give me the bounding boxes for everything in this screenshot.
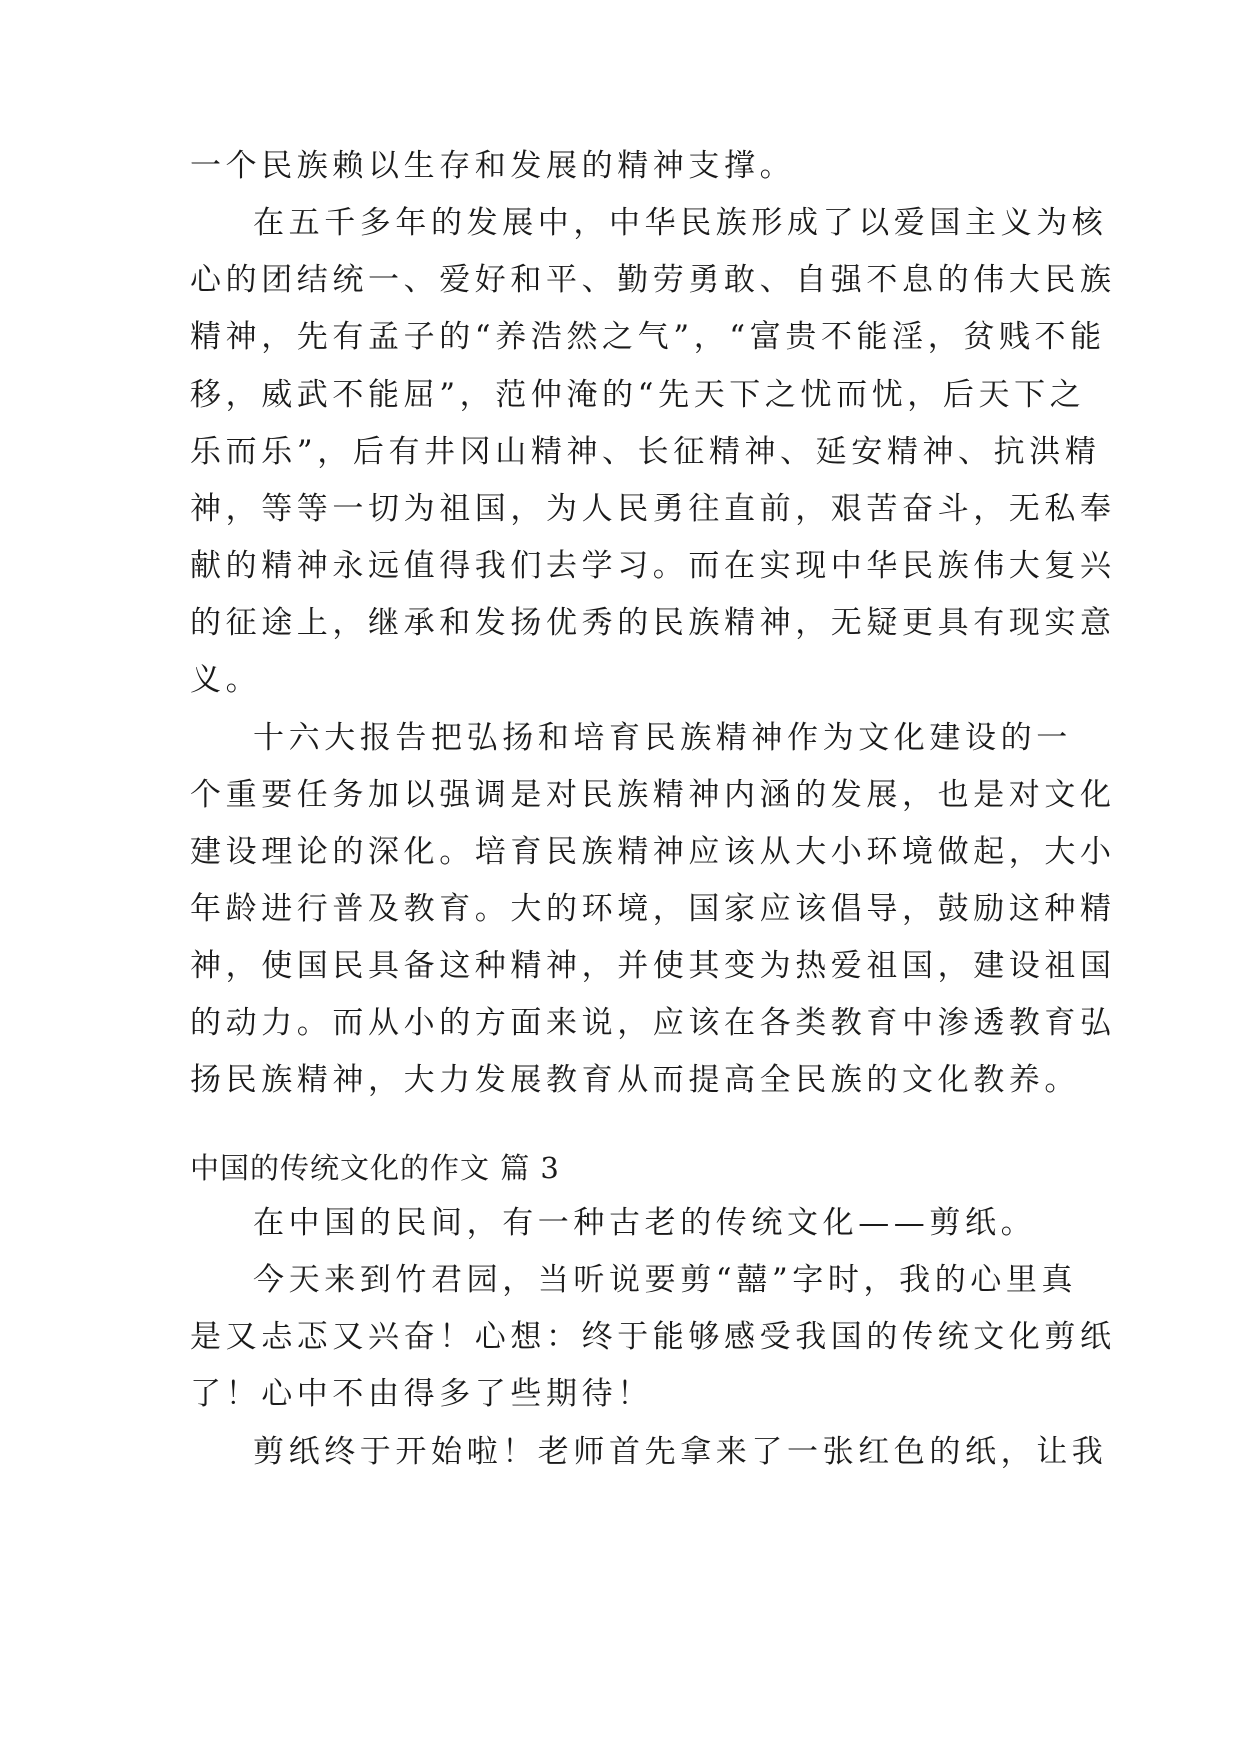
- section-heading: 中国的传统文化的作文 篇 3: [190, 1151, 560, 1185]
- text-line: 义。: [190, 662, 262, 698]
- text-line: 乐而乐”，后有井冈山精神、长征精神、延安精神、抗洪精: [190, 434, 1101, 470]
- text-line: 今天来到竹君园，当听说要剪“囍”字时，我的心里真: [253, 1262, 1078, 1298]
- text-line: 剪纸终于开始啦！老师首先拿来了一张红色的纸，让我: [253, 1434, 1108, 1470]
- text-line: 是又忐忑又兴奋！心想：终于能够感受我国的传统文化剪纸: [190, 1319, 1116, 1355]
- text-line: 建设理论的深化。培育民族精神应该从大小环境做起，大小: [190, 834, 1116, 870]
- text-line: 神，等等一切为祖国，为人民勇往直前，艰苦奋斗，无私奉: [190, 491, 1116, 527]
- text-line: 一个民族赖以生存和发展的精神支撑。: [190, 148, 796, 184]
- text-line: 了！心中不由得多了些期待！: [190, 1376, 653, 1412]
- text-line: 神，使国民具备这种精神，并使其变为热爱祖国，建设祖国: [190, 948, 1116, 984]
- text-line: 的动力。而从小的方面来说，应该在各类教育中渗透教育弘: [190, 1005, 1116, 1041]
- text-line: 移，威武不能屈”，范仲淹的“先天下之忧而忧，后天下之: [190, 377, 1086, 413]
- text-line: 精神，先有孟子的“养浩然之气”，“富贵不能淫，贫贱不能: [190, 319, 1106, 355]
- text-line: 在五千多年的发展中，中华民族形成了以爱国主义为核: [253, 205, 1108, 241]
- text-line: 十六大报告把弘扬和培育民族精神作为文化建设的一: [253, 720, 1072, 756]
- text-line: 心的团结统一、爱好和平、勤劳勇敢、自强不息的伟大民族: [190, 262, 1116, 298]
- text-line: 献的精神永远值得我们去学习。而在实现中华民族伟大复兴: [190, 548, 1116, 584]
- text-line: 的征途上，继承和发扬优秀的民族精神，无疑更具有现实意: [190, 605, 1116, 641]
- text-line: 个重要任务加以强调是对民族精神内涵的发展，也是对文化: [190, 777, 1116, 813]
- text-line: 在中国的民间，有一种古老的传统文化——剪纸。: [253, 1205, 1037, 1241]
- text-line: 扬民族精神，大力发展教育从而提高全民族的文化教养。: [190, 1062, 1080, 1098]
- text-line: 年龄进行普及教育。大的环境，国家应该倡导，鼓励这种精: [190, 891, 1116, 927]
